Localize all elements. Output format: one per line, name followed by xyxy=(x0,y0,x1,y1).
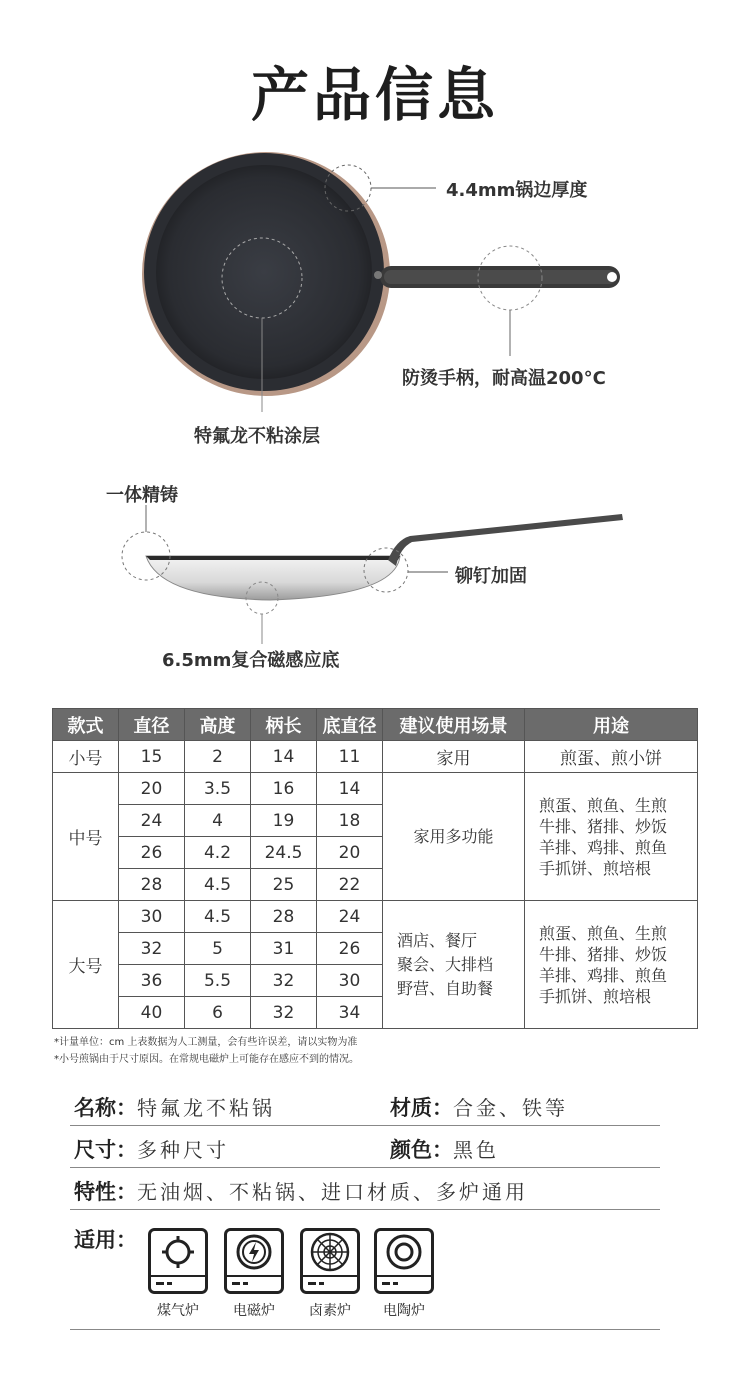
callout-coating: 特氟龙不粘涂层 xyxy=(194,426,320,447)
style-cell: 大号 xyxy=(53,901,119,1029)
table-cell: 40 xyxy=(119,997,185,1029)
size-label: 尺寸： xyxy=(74,1138,137,1162)
header-diameter: 直径 xyxy=(119,709,185,741)
stove-item-gas xyxy=(148,1228,208,1319)
table-cell: 6 xyxy=(185,997,251,1029)
table-cell: 30 xyxy=(119,901,185,933)
stove-item-halogen xyxy=(300,1228,360,1319)
table-cell: 20 xyxy=(119,773,185,805)
use-cell xyxy=(525,901,698,1029)
scene-line: 野营、自助餐 xyxy=(397,978,494,998)
table-cell: 15 xyxy=(119,741,185,773)
scene-line: 聚会、大排档 xyxy=(397,954,494,974)
scene-cell: 家用多功能 xyxy=(383,773,525,901)
table-cell: 32 xyxy=(251,997,317,1029)
halogen-stove-icon xyxy=(300,1228,360,1294)
table-cell: 25 xyxy=(251,869,317,901)
table-row xyxy=(53,901,698,933)
info-row-name xyxy=(70,1084,660,1126)
table-cell: 5.5 xyxy=(185,965,251,997)
table-cell: 18 xyxy=(317,805,383,837)
material-value: 合金、铁等 xyxy=(453,1096,568,1120)
callout-rim-thickness: 4.4mm锅边厚度 xyxy=(446,180,588,201)
table-cell: 32 xyxy=(119,933,185,965)
spec-table xyxy=(52,708,698,1029)
stove-item-induction xyxy=(224,1228,284,1319)
table-cell: 24 xyxy=(119,805,185,837)
color-value: 黑色 xyxy=(453,1138,499,1162)
table-cell: 20 xyxy=(317,837,383,869)
callout-base: 6.5mm复合磁感应底 xyxy=(162,650,340,671)
note-line: *小号煎锅由于尺寸原因。在常规电磁炉上可能存在感应不到的情况。 xyxy=(54,1054,359,1065)
table-cell: 4.5 xyxy=(185,869,251,901)
table-cell: 14 xyxy=(317,773,383,805)
table-cell: 36 xyxy=(119,965,185,997)
table-cell: 26 xyxy=(317,933,383,965)
table-cell: 24 xyxy=(317,901,383,933)
header-handle-length: 柄长 xyxy=(251,709,317,741)
table-cell: 19 xyxy=(251,805,317,837)
pan-side-view xyxy=(122,505,623,644)
feature-value: 无油烟、不粘锅、进口材质、多炉通用 xyxy=(137,1180,528,1204)
table-cell: 26 xyxy=(119,837,185,869)
table-cell: 22 xyxy=(317,869,383,901)
use-line: 煎蛋、煎鱼、生煎 xyxy=(539,795,668,815)
table-row xyxy=(53,773,698,805)
stove-name: 煤气炉 xyxy=(157,1303,199,1319)
scene-cell: 家用 xyxy=(383,741,525,773)
color-label: 颜色： xyxy=(390,1138,453,1162)
page-title: 产品信息 xyxy=(250,61,499,129)
induction-stove-icon xyxy=(224,1228,284,1294)
use-line: 煎蛋、煎鱼、生煎 xyxy=(539,923,668,943)
table-cell: 2 xyxy=(185,741,251,773)
use-line: 牛排、猪排、炒饭 xyxy=(539,944,668,964)
header-base-diameter: 底直径 xyxy=(317,709,383,741)
header-style: 款式 xyxy=(53,709,119,741)
table-cell: 11 xyxy=(317,741,383,773)
apply-label: 适用： xyxy=(74,1228,137,1252)
scene-line: 酒店、餐厅 xyxy=(397,930,478,950)
use-cell xyxy=(525,773,698,901)
info-row-size xyxy=(70,1126,660,1168)
table-notes xyxy=(54,1034,359,1068)
callout-rivet: 铆钉加固 xyxy=(455,566,527,587)
use-line: 手抓饼、煎培根 xyxy=(539,858,652,878)
header-height: 高度 xyxy=(185,709,251,741)
style-cell: 小号 xyxy=(53,741,119,773)
table-cell: 3.5 xyxy=(185,773,251,805)
header-scene: 建议使用场景 xyxy=(383,709,525,741)
table-cell: 16 xyxy=(251,773,317,805)
table-row xyxy=(53,741,698,773)
table-cell: 4 xyxy=(185,805,251,837)
material-label: 材质： xyxy=(390,1096,453,1120)
use-cell: 煎蛋、煎小饼 xyxy=(525,741,698,773)
callout-handle: 防烫手柄，耐高温200°C xyxy=(402,368,606,389)
scene-cell xyxy=(383,901,525,1029)
stove-name: 电陶炉 xyxy=(383,1303,425,1319)
gas-stove-icon xyxy=(148,1228,208,1294)
stove-name: 卤素炉 xyxy=(309,1303,351,1319)
ceramic-stove-icon xyxy=(374,1228,434,1294)
style-cell: 中号 xyxy=(53,773,119,901)
info-row-feature xyxy=(70,1168,660,1210)
table-header-row xyxy=(53,709,698,741)
use-line: 牛排、猪排、炒饭 xyxy=(539,816,668,836)
stove-item-ceramic xyxy=(374,1228,434,1319)
use-line: 羊排、鸡排、煎鱼 xyxy=(539,965,668,985)
note-line: *计量单位：cm 上表数据为人工测量，会有些许误差，请以实物为准 xyxy=(54,1037,358,1048)
size-value: 多种尺寸 xyxy=(137,1138,229,1162)
table-cell: 31 xyxy=(251,933,317,965)
table-cell: 5 xyxy=(185,933,251,965)
table-cell: 32 xyxy=(251,965,317,997)
use-line: 手抓饼、煎培根 xyxy=(539,986,652,1006)
callout-cast: 一体精铸 xyxy=(106,485,178,506)
table-cell: 28 xyxy=(119,869,185,901)
use-line: 羊排、鸡排、煎鱼 xyxy=(539,837,668,857)
name-label: 名称： xyxy=(74,1096,137,1120)
table-cell: 4.2 xyxy=(185,837,251,869)
table-cell: 24.5 xyxy=(251,837,317,869)
table-cell: 30 xyxy=(317,965,383,997)
feature-label: 特性： xyxy=(74,1180,137,1204)
name-value: 特氟龙不粘锅 xyxy=(137,1096,275,1120)
table-cell: 4.5 xyxy=(185,901,251,933)
table-cell: 28 xyxy=(251,901,317,933)
table-cell: 34 xyxy=(317,997,383,1029)
stove-name: 电磁炉 xyxy=(233,1303,275,1319)
table-cell: 14 xyxy=(251,741,317,773)
header-use: 用途 xyxy=(525,709,698,741)
